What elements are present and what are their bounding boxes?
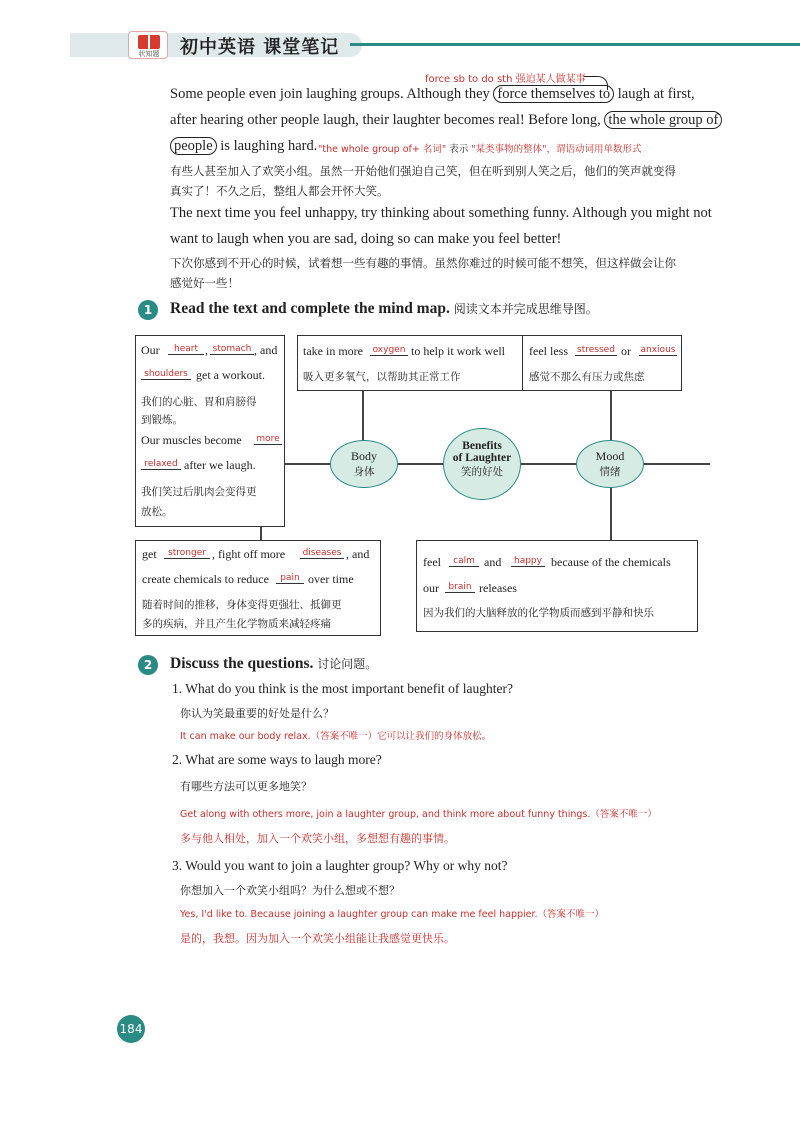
node-label: Benefits	[462, 440, 502, 452]
question-2-cn: 有哪些方法可以更多地笑？	[180, 780, 312, 793]
box-text: , and	[254, 343, 278, 357]
box-cn: 随着时间的推移，身体变得更强壮、抵御更	[142, 599, 342, 611]
mindmap-node-center	[443, 428, 521, 500]
box-text: and	[484, 555, 502, 569]
translation-line: 感觉好一些！	[170, 276, 239, 290]
section-title-en: Discuss the questions.	[170, 655, 314, 672]
page-header-title: 初中英语 课堂笔记	[180, 37, 340, 58]
box-text: feel	[423, 555, 441, 569]
mindmap-box-calm	[416, 540, 698, 632]
page-number: 184	[117, 1015, 145, 1043]
reading-text: is laughing hard.	[216, 138, 318, 154]
question-2: 2. What are some ways to laugh more?	[172, 752, 382, 767]
answer-2-cn: 多与他人相处，加入一个欢笑小组，多想想有趣的事情。	[180, 832, 455, 845]
box-text: or	[621, 344, 631, 358]
node-label-cn: 情绪	[599, 466, 621, 478]
mindmap-box-stress	[522, 335, 682, 391]
box-cn: 我们的心脏、胃和肩膀得	[141, 396, 257, 408]
answer-blank: calm	[449, 556, 479, 567]
translation-line: 有些人甚至加入了欢笑小组。虽然一开始他们强迫自己笑，但在听到别人笑之后，他们的笑声就变得	[170, 164, 676, 178]
box-text: after we laugh.	[184, 458, 256, 472]
mindmap-connector	[362, 388, 364, 440]
box-text: Our	[141, 343, 160, 357]
translation-line: 下次你感到不开心的时候，试着想一些有趣的事情。虽然你难过的时候可能不想笑，但这样做会让你	[170, 256, 676, 270]
answer-blank: brain	[445, 582, 475, 593]
box-text: to help it work well	[411, 344, 505, 358]
box-cn: 多的疾病，并且产生化学物质来减轻疼痛	[142, 618, 331, 630]
box-cn: 感觉不那么有压力或焦虑	[529, 371, 645, 383]
answer-blank: diseases	[300, 548, 344, 559]
answer-blank: stronger	[164, 548, 210, 559]
mindmap-node-mood	[576, 440, 644, 488]
section-title-en: Read the text and complete the mind map.	[170, 300, 450, 317]
box-text: create chemicals to reduce	[142, 572, 269, 586]
note-part: "某类事物的整体"，谓语动词用单数形式	[471, 144, 642, 155]
mindmap-connector	[610, 488, 612, 540]
box-cn: 我们笑过后肌肉会变得更	[141, 486, 257, 498]
circled-phrase: force themselves to	[493, 85, 614, 103]
circled-phrase: people	[170, 137, 217, 155]
answer-blank: heart	[168, 344, 204, 355]
box-text: because of the chemicals	[551, 555, 671, 569]
section-title-cn: 讨论问题。	[317, 657, 378, 671]
answer-blank: oxygen	[370, 345, 408, 356]
box-cn: 放松。	[141, 506, 173, 518]
header-rule	[350, 43, 800, 46]
section-title	[170, 655, 377, 673]
answer-3-cn: 是的，我想。因为加入一个欢笑小组能让我感觉更快乐。	[180, 932, 455, 945]
box-text: take in more	[303, 344, 363, 358]
box-cn: 吸入更多氧气，以帮助其正常工作	[303, 371, 461, 383]
box-text: , and	[346, 547, 370, 561]
node-label: Body	[350, 449, 377, 463]
mindmap-connector	[610, 388, 612, 440]
section-title-cn: 阅读文本并完成思维导图。	[453, 302, 598, 316]
note-part: "the whole group of+ 名词"	[318, 144, 447, 155]
note-whole-group	[318, 141, 642, 155]
book-icon	[138, 35, 160, 49]
mindmap-node-body	[330, 440, 398, 488]
reading-text: Some people even join laughing groups. Although they	[170, 86, 494, 102]
reading-line-1	[170, 86, 695, 103]
question-3-cn: 你想加入一个欢笑小组吗？为什么想或不想？	[180, 884, 400, 897]
mindmap-box-body-organs	[135, 335, 285, 527]
box-text: over time	[308, 572, 354, 586]
node-label: of Laughter	[452, 452, 512, 464]
answer-1: It can make our body relax.（答案不唯一）它可以让我们的身体放松。	[180, 731, 492, 742]
section-title	[170, 300, 598, 318]
box-text: releases	[479, 581, 517, 595]
answer-blank: pain	[276, 573, 304, 584]
answer-blank: relaxed	[141, 459, 181, 470]
node-label-cn: 笑的好处	[461, 466, 503, 478]
box-text: Our muscles become	[141, 433, 242, 447]
note-force: force sb to do sth 强迫某人做某事	[425, 74, 586, 85]
reading-line-5: want to laugh when you are sad, doing so can make you feel better!	[170, 231, 562, 247]
circled-phrase: the whole group of	[604, 111, 722, 129]
answer-blank: stomach	[210, 344, 254, 355]
answer-blank: shoulders	[141, 369, 191, 380]
mindmap-box-oxygen	[297, 335, 540, 391]
reading-line-4: The next time you feel unhappy, try thinking about something funny. Although you might not	[170, 205, 712, 221]
box-text: feel less	[529, 344, 568, 358]
answer-blank: anxious	[640, 345, 676, 355]
box-text: , fight off more	[212, 547, 286, 561]
box-text: our	[423, 581, 439, 595]
reading-text: after hearing other people laugh, their laughter becomes real! Before long,	[170, 112, 605, 128]
box-cn: 到锻炼。	[141, 414, 183, 426]
question-1-cn: 你认为笑最重要的好处是什么？	[180, 707, 334, 720]
node-label: Mood	[595, 449, 625, 463]
question-3: 3. Would you want to join a laughter group? Why or why not?	[172, 858, 508, 873]
box-cn: 因为我们的大脑释放的化学物质而感到平静和快乐	[423, 607, 654, 619]
note-part: 表示	[449, 144, 469, 155]
logo-text: 状知题	[138, 50, 160, 58]
answer-blank: stressed	[575, 345, 617, 356]
mindmap-box-stronger	[135, 540, 381, 636]
question-1: 1. What do you think is the most important benefit of laughter?	[172, 681, 513, 696]
box-text: get a workout.	[196, 368, 265, 382]
reading-line-2	[170, 112, 722, 129]
reading-text: laugh at first,	[614, 86, 695, 102]
answer-blank: happy	[511, 556, 545, 567]
box-text: get	[142, 547, 157, 561]
answer-3: Yes, I'd like to. Because joining a laughter group can make me feel happier.（答案不唯一）	[180, 909, 605, 920]
answer-2: Get along with others more, join a laughter group, and think more about funny things.（答案不唯一）	[180, 809, 657, 820]
section-number-badge: 1	[138, 300, 158, 320]
answer-blank: more	[254, 434, 282, 445]
section-number-badge: 2	[138, 655, 158, 675]
reading-line-3	[170, 138, 317, 155]
node-label-cn: 身体	[353, 466, 375, 478]
box-text: ,	[205, 343, 208, 357]
book-logo-icon	[128, 31, 168, 59]
translation-line: 真实了！不久之后，整组人都会开怀大笑。	[170, 184, 389, 198]
